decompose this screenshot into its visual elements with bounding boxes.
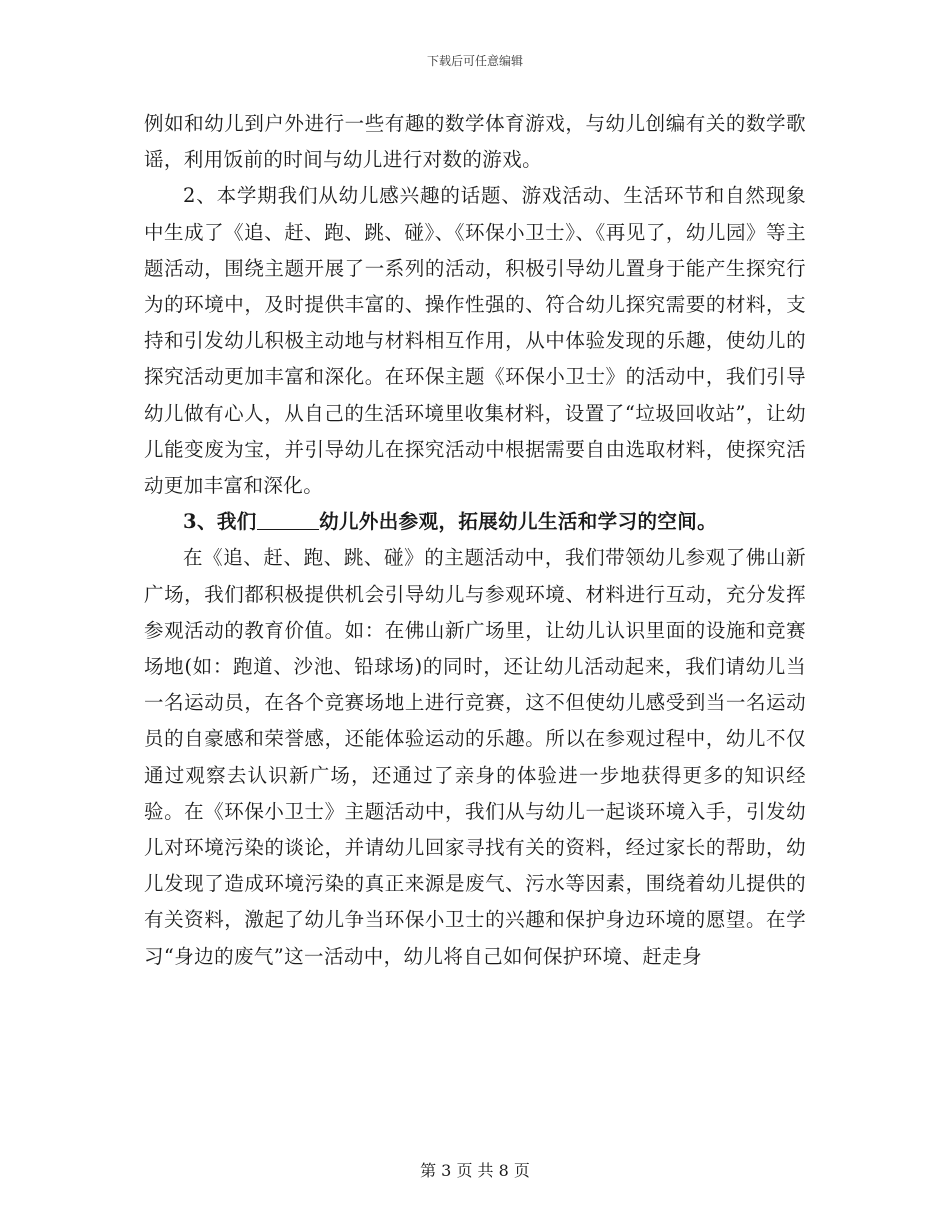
document-body — [144, 106, 806, 975]
heading-3-part-1: 3、我们 — [183, 510, 257, 534]
page-footer: 第 3 页 共 8 页 — [420, 1161, 530, 1180]
fill-in-blank — [257, 510, 319, 531]
page-header: 下载后可任意编辑 — [426, 54, 523, 68]
paragraph-item-2: 2、本学期我们从幼儿感兴趣的话题、游戏活动、生活环节和自然现象中生成了《追、赶、跑、跳、碰》、《环保小卫士》、《再见了，幼儿园》等主题活动，围绕主题开展了一系列的活动，积极引导幼儿置身于能产生探究行为的环境中，及时提供丰富的、操作性强的、符合幼儿探究需要的材料，支持和引发幼儿积极主动地与材料相互作用，从中体验发现的乐趣，使幼儿的探究活动更加丰富和深化。在环保主题《环保小卫士》的活动中，我们引导幼儿做有心人，从自己的生活环境里收集材料，设置了“垃圾回收站”，让幼儿能变废为宝，并引导幼儿在探究活动中根据需要自由选取材料，使探究活动更加丰富和深化。 — [144, 184, 806, 498]
heading-3-part-2: 幼儿外出参观，拓展幼儿生活和学习的空间。 — [319, 510, 718, 534]
section-heading-3 — [144, 504, 806, 540]
paragraph-visit-activities: 在《追、赶、跑、跳、碰》的主题活动中，我们带领幼儿参观了佛山新广场，我们都积极提供机会引导幼儿与参观环境、材料进行互动，充分发挥参观活动的教育价值。如：在佛山新广场里，让幼儿认识里面的设施和竞赛场地(如：跑道、沙池、铅球场)的同时，还让幼儿活动起来，我们请幼儿当一名运动员，在各个竞赛场地上进行竞赛，这不但使幼儿感受到当一名运动员的自豪感和荣誉感，还能体验运动的乐趣。所以在参观过程中，幼儿不仅通过观察去认识新广场，还通过了亲身的体验进一步地获得更多的知识经验。在《环保小卫士》主题活动中，我们从与幼儿一起谈环境入手，引发幼儿对环境污染的谈论，并请幼儿回家寻找有关的资料，经过家长的帮助，幼儿发现了造成环境污染的真正来源是废气、污水等因素，围绕着幼儿提供的有关资料，激起了幼儿争当环保小卫士的兴趣和保护身边环境的愿望。在学习“身边的废气”这一活动中，幼儿将自己如何保护环境、赶走身 — [144, 546, 806, 968]
paragraph-continuation: 例如和幼儿到户外进行一些有趣的数学体育游戏，与幼儿创编有关的数学歌谣，利用饭前的时间与幼儿进行对数的游戏。 — [144, 112, 806, 172]
